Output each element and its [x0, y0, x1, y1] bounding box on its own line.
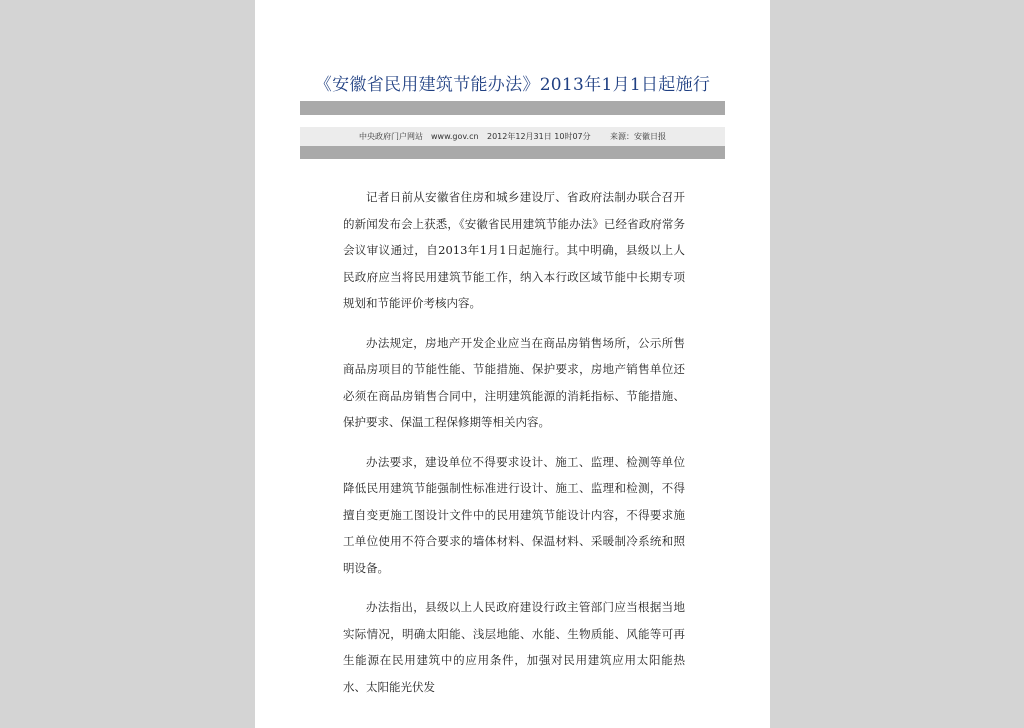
meta-source: 中央政府门户网站 www.gov.cn — [359, 132, 479, 141]
meta-date: 2012年12月31日 10时07分 — [487, 132, 591, 141]
article-meta — [300, 127, 725, 146]
paragraph: 办法规定，房地产开发企业应当在商品房销售场所，公示所售商品房项目的节能性能、节能措施、保护要求，房地产销售单位还必须在商品房销售合同中，注明建筑能源的消耗指标、节能措施、保护要求、保温工程保修期等相关内容。 — [343, 335, 685, 429]
document-page — [255, 0, 770, 728]
paragraph: 办法要求，建设单位不得要求设计、施工、监理、检测等单位降低民用建筑节能强制性标准进行设计、施工、监理和检测，不得擅自变更施工图设计文件中的民用建筑节能设计内容，不得要求施工单位使用不符合要求的墙体材料、保温材料、采暖制冷系统和照明设备。 — [343, 454, 685, 575]
header-divider-bottom — [300, 146, 725, 159]
meta-origin: 来源：安徽日报 — [610, 132, 666, 141]
article-title: 《安徽省民用建筑节能办法》2013年1月1日起施行 — [314, 75, 711, 95]
header-divider-top — [300, 101, 725, 115]
paragraph: 办法指出，县级以上人民政府建设行政主管部门应当根据当地实际情况，明确太阳能、浅层地能、水能、生物质能、风能等可再生能源在民用建筑中的应用条件，加强对民用建筑应用太阳能热水、太阳能光伏发 — [343, 600, 685, 694]
paragraph: 记者日前从安徽省住房和城乡建设厅、省政府法制办联合召开的新闻发布会上获悉，《安徽省民用建筑节能办法》已经省政府常务会议审议通过，自2013年1月1日起施行。其中明确，县级以上人民政府应当将民用建筑节能工作，纳入本行政区域节能中长期专项规划和节能评价考核内容。 — [343, 190, 685, 310]
article-body — [343, 184, 685, 713]
